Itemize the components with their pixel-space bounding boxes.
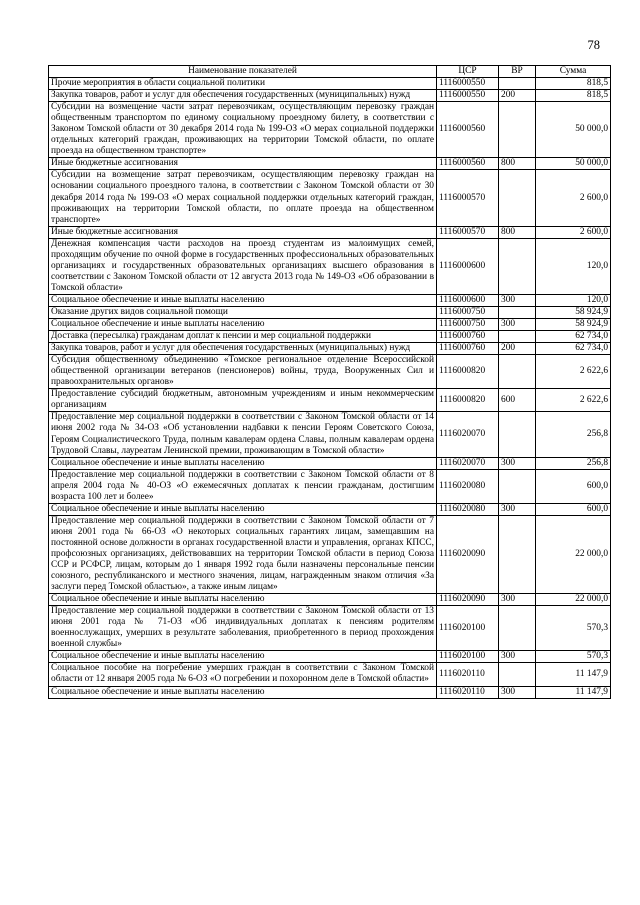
cell-name: Доставка (пересылка) гражданам доплат к пенсии и мер социальной поддержки — [49, 331, 437, 343]
cell-name: Предоставление субсидий бюджетным, автономным учреждениям и иным некоммерческим организациям — [49, 389, 437, 412]
cell-name: Закупка товаров, работ и услуг для обеспечения государственных (муниципальных) нужд — [49, 343, 437, 355]
cell-csr: 1116000600 — [437, 294, 499, 306]
table-row — [49, 238, 611, 294]
cell-name: Социальное обеспечение и иные выплаты населению — [49, 686, 437, 698]
cell-csr: 1116000820 — [437, 355, 499, 389]
cell-name: Денежная компенсация части расходов на проезд студентам из малоимущих семей, проходящим обучение по очной форме в государственных профессиональных образовательных организациях и государственных образовательных организациях высшего образования в соответствии с Законом Томской области от 12 августа 2013 года № 149-ОЗ «Об образовании в Томской области» — [49, 238, 437, 294]
cell-name: Социальное обеспечение и иные выплаты населению — [49, 651, 437, 663]
page-number: 78 — [587, 38, 600, 52]
cell-vr: 300 — [499, 594, 536, 606]
cell-name: Социальное обеспечение и иные выплаты населению — [49, 594, 437, 606]
cell-sum: 256,8 — [536, 457, 611, 469]
cell-sum: 2 622,6 — [536, 389, 611, 412]
cell-vr: 300 — [499, 294, 536, 306]
cell-csr: 1116000550 — [437, 78, 499, 90]
cell-csr: 1116000820 — [437, 389, 499, 412]
cell-csr: 1116000750 — [437, 319, 499, 331]
cell-name: Субсидия общественному объединению «Томское региональное отделение Всероссийской общественной организации ветеранов (пенсионеров) войны, труда, Вооруженных Сил и правоохранительных органов» — [49, 355, 437, 389]
table-row — [49, 355, 611, 389]
table-row — [49, 343, 611, 355]
table-row — [49, 102, 611, 158]
cell-sum: 570,3 — [536, 606, 611, 651]
cell-vr: 600 — [499, 389, 536, 412]
cell-name: Социальное пособие на погребение умерших граждан в соответствии с Законом Томской области от 12 января 2005 года № 6-ОЗ «О погребении и похоронном деле в Томской области» — [49, 663, 437, 686]
cell-name: Прочие мероприятия в области социальной политики — [49, 78, 437, 90]
table-row — [49, 606, 611, 651]
cell-vr — [499, 238, 536, 294]
cell-csr: 1116000570 — [437, 170, 499, 226]
cell-sum: 22 000,0 — [536, 515, 611, 593]
cell-name: Предоставление мер социальной поддержки в соответствии с Законом Томской области от 13 июня 2001 года № 71-ОЗ «Об индивидуальных доплатах к пенсиям родителям военнослужащих, умерших в результате заболевания, приобретенного в период прохождения военной службы» — [49, 606, 437, 651]
table-row — [49, 412, 611, 457]
table-row — [49, 306, 611, 318]
cell-name: Предоставление мер социальной поддержки в соответствии с Законом Томской области от 14 июня 2002 года № 34-ОЗ «Об установлении надбавки к пенсии Героям Советского Союза, Героям Социалистического Труда, полным кавалерам ордена Славы, полным кавалерам ордена Трудовой Славы, лауреатам Ленинской премии, проживающим в Томской области» — [49, 412, 437, 457]
cell-name: Предоставление мер социальной поддержки в соответствии с Законом Томской области от 7 июня 2001 года № 66-ОЗ «О некоторых социальных гарантиях лицам, замещавшим на постоянной основе должности в органах государственной власти и управления, органах КПСС, профсоюзных организациях, действовавших на территории Томской области в период Союза ССР и РСФСР, лицам, которым до 1 января 1992 года были назначены персональные пенсии союзного, республиканского и местного значения, лицам, награжденным знаком отличия «За заслуги перед Томской областью», а также иным лицам» — [49, 515, 437, 593]
cell-csr: 1116020090 — [437, 515, 499, 593]
cell-vr: 300 — [499, 651, 536, 663]
cell-csr: 1116020110 — [437, 686, 499, 698]
cell-sum: 50 000,0 — [536, 102, 611, 158]
table-row — [49, 651, 611, 663]
cell-name: Предоставление мер социальной поддержки в соответствии с Законом Томской области от 8 апреля 2004 года № 40-ОЗ «О ежемесячных доплатах к пенсии гражданам, достигшим возраста 100 лет и более» — [49, 469, 437, 503]
table-row — [49, 170, 611, 226]
cell-sum: 120,0 — [536, 238, 611, 294]
cell-vr: 300 — [499, 457, 536, 469]
table-header-row — [49, 66, 611, 78]
cell-vr — [499, 102, 536, 158]
cell-vr: 800 — [499, 226, 536, 238]
table-row — [49, 90, 611, 102]
cell-vr — [499, 469, 536, 503]
cell-vr — [499, 78, 536, 90]
cell-sum: 58 924,9 — [536, 306, 611, 318]
header-csr: ЦСР — [437, 66, 499, 78]
cell-name: Закупка товаров, работ и услуг для обеспечения государственных (муниципальных) нужд — [49, 90, 437, 102]
table-row — [49, 389, 611, 412]
cell-sum: 570,3 — [536, 651, 611, 663]
cell-vr — [499, 412, 536, 457]
cell-csr: 1116020080 — [437, 469, 499, 503]
cell-sum: 62 734,0 — [536, 343, 611, 355]
cell-sum: 600,0 — [536, 469, 611, 503]
cell-sum: 818,5 — [536, 90, 611, 102]
cell-name: Иные бюджетные ассигнования — [49, 226, 437, 238]
cell-sum: 62 734,0 — [536, 331, 611, 343]
cell-csr: 1116020090 — [437, 594, 499, 606]
cell-vr: 300 — [499, 503, 536, 515]
cell-sum: 818,5 — [536, 78, 611, 90]
cell-sum: 2 622,6 — [536, 355, 611, 389]
cell-vr — [499, 606, 536, 651]
cell-sum: 2 600,0 — [536, 170, 611, 226]
table-row — [49, 158, 611, 170]
cell-csr: 1116020070 — [437, 457, 499, 469]
table-row — [49, 78, 611, 90]
cell-vr — [499, 355, 536, 389]
cell-csr: 1116020100 — [437, 606, 499, 651]
cell-vr: 200 — [499, 90, 536, 102]
cell-name: Субсидии на возмещение части затрат перевозчикам, осуществляющим перевозку граждан общественным транспортом по единому социальному проездному билету, в соответствии с Законом Томской области от 30 декабря 2014 года № 199-ОЗ «О мерах социальной поддержки отдельных категорий граждан, проживающих на территории Томской области, по оплате проезда на общественном транспорте» — [49, 102, 437, 158]
cell-name: Социальное обеспечение и иные выплаты населению — [49, 294, 437, 306]
cell-name: Субсидии на возмещение затрат перевозчикам, осуществляющим перевозку граждан на основании социального проездного талона, в соответствии с Законом Томской области от 30 декабря 2014 года № 199-ОЗ «О мерах социальной поддержки отдельных категорий граждан, проживающих на территории Томской области, по оплате проезда на общественном транспорте» — [49, 170, 437, 226]
cell-sum: 2 600,0 — [536, 226, 611, 238]
cell-vr: 300 — [499, 686, 536, 698]
cell-sum: 11 147,9 — [536, 663, 611, 686]
cell-vr: 300 — [499, 319, 536, 331]
cell-vr — [499, 515, 536, 593]
cell-csr: 1116020100 — [437, 651, 499, 663]
table-row — [49, 331, 611, 343]
cell-name: Иные бюджетные ассигнования — [49, 158, 437, 170]
cell-name: Социальное обеспечение и иные выплаты населению — [49, 503, 437, 515]
table-row — [49, 469, 611, 503]
cell-name: Социальное обеспечение и иные выплаты населению — [49, 319, 437, 331]
table-row — [49, 503, 611, 515]
header-name: Наименование показателей — [49, 66, 437, 78]
cell-name: Оказание других видов социальной помощи — [49, 306, 437, 318]
cell-sum: 600,0 — [536, 503, 611, 515]
cell-vr — [499, 170, 536, 226]
header-vr: ВР — [499, 66, 536, 78]
cell-vr — [499, 306, 536, 318]
cell-sum: 11 147,9 — [536, 686, 611, 698]
cell-vr — [499, 663, 536, 686]
table-row — [49, 663, 611, 686]
cell-vr: 800 — [499, 158, 536, 170]
table-body — [49, 78, 611, 699]
cell-csr: 1116000750 — [437, 306, 499, 318]
cell-csr: 1116000760 — [437, 343, 499, 355]
cell-sum: 58 924,9 — [536, 319, 611, 331]
cell-csr: 1116000560 — [437, 158, 499, 170]
cell-csr: 1116020110 — [437, 663, 499, 686]
cell-csr: 1116020070 — [437, 412, 499, 457]
cell-csr: 1116000760 — [437, 331, 499, 343]
table-row — [49, 457, 611, 469]
cell-csr: 1116000570 — [437, 226, 499, 238]
table-row — [49, 594, 611, 606]
cell-csr: 1116000560 — [437, 102, 499, 158]
table-row — [49, 294, 611, 306]
table-row — [49, 319, 611, 331]
cell-vr: 200 — [499, 343, 536, 355]
cell-name: Социальное обеспечение и иные выплаты населению — [49, 457, 437, 469]
cell-sum: 120,0 — [536, 294, 611, 306]
table-row — [49, 515, 611, 593]
table-row — [49, 226, 611, 238]
cell-csr: 1116020080 — [437, 503, 499, 515]
header-sum: Сумма — [536, 66, 611, 78]
table-row — [49, 686, 611, 698]
cell-csr: 1116000600 — [437, 238, 499, 294]
cell-vr — [499, 331, 536, 343]
cell-sum: 256,8 — [536, 412, 611, 457]
budget-table — [48, 65, 611, 699]
cell-sum: 22 000,0 — [536, 594, 611, 606]
cell-csr: 1116000550 — [437, 90, 499, 102]
cell-sum: 50 000,0 — [536, 158, 611, 170]
